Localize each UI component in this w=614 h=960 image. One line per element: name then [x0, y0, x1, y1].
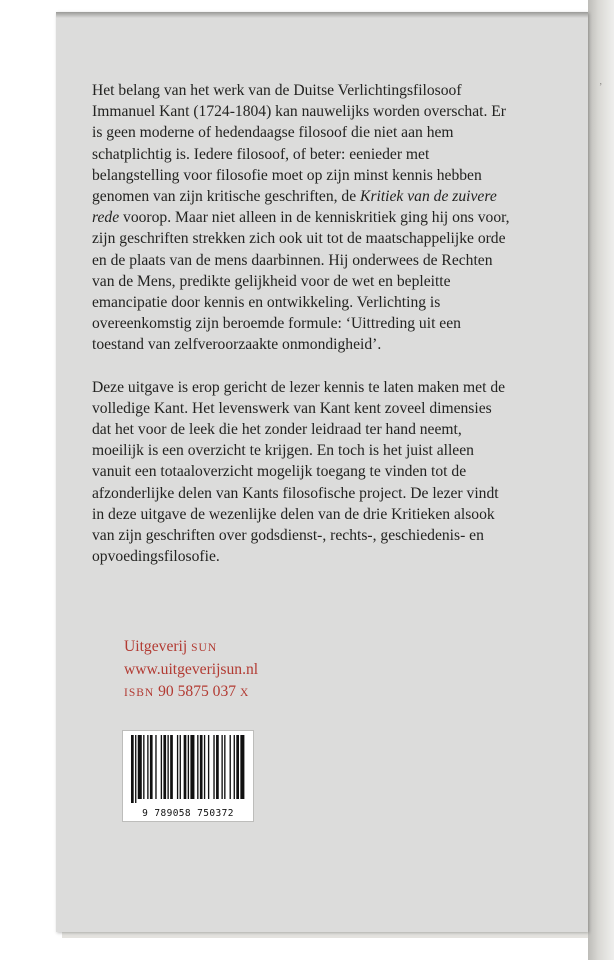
barcode-bar [184, 735, 187, 799]
barcode-bar [240, 735, 244, 799]
barcode-bar [155, 735, 156, 799]
barcode-bar [161, 735, 162, 799]
barcode-digits: 9 789058 750372 [142, 808, 234, 819]
barcode-bar [216, 735, 219, 799]
paragraph-1-part-a: Het belang van het werk van de Duitse Verlichtingsfilosoof Immanuel Kant (1724-1804) kan nauwelijks worden overschat. Er is geen moderne of hedendaagse filosoof die niet aan hem schatplichtig is. Iedere filosoof, of beter: eenieder met belangstelling voor filosofie moet op zijn minst kennis hebben genomen van zijn kritische geschriften, de [92, 82, 506, 206]
barcode-bar [234, 735, 235, 799]
barcode-bar [170, 735, 173, 799]
barcode-bar [213, 735, 214, 799]
barcode-bar [167, 735, 168, 799]
barcode-bar [177, 735, 178, 799]
book-side-shadow [588, 0, 614, 960]
side-mark: ʼ [599, 82, 603, 93]
barcode-bar [221, 735, 222, 799]
barcode-bar [143, 735, 144, 799]
blurb-paragraph-2: Deze uitgave is erop gericht de lezer kennis te laten maken met de volledige Kant. Het levenswerk van Kant kent zoveel dimensies dat het voor de leek die het zonder leidraad ter hand neemt, moeilijk is een overzicht te krijgen. En toch is het juist alleen vanuit een totaaloverzicht mogelijk toegang te vinden tot de afzonderlijke delen van Kants filosofische project. De lezer vindt in deze uitgave de wezenlijke delen van de drie Kritieken alsook van zijn geschriften over godsdienst-, rechts-, geschiedenis- en opvoedingsfilosofie. [92, 378, 506, 566]
barcode-bar [197, 735, 198, 799]
blurb-paragraph-1 [92, 80, 512, 356]
barcode-bar [180, 735, 181, 799]
isbn-number: 90 5875 037 [154, 683, 240, 700]
paragraph-1-part-b: voorop. Maar niet alleen in de kenniskritiek ging hij ons voor, zijn geschriften strekken zich ook uit tot de maatschappelijke orde en de plaats van de mens daarbinnen. Hij onderwees de Rechten van de Mens, predikte gelijkheid voor de wet en bepleitte emancipatie door kennis en ontwikkeling. Verlichting is overeenkomstig zijn beroemde formule: ‘Uittreding uit een toestand van zelfveroorzaakte onmondigheid’. [92, 209, 510, 354]
barcode-bar [236, 735, 239, 799]
barcode-bar [163, 735, 166, 799]
barcode-bar [190, 735, 194, 799]
isbn-line [124, 681, 258, 704]
barcode-bars [123, 731, 253, 805]
publisher-website: www.uitgeverijsun.nl [124, 661, 259, 678]
barcode-bar [230, 735, 231, 799]
barcode [122, 730, 254, 822]
blurb-text [92, 80, 512, 567]
barcode-bar [188, 735, 189, 799]
barcode-bar [150, 735, 153, 799]
barcode-bar [224, 735, 225, 799]
barcode-bar [138, 735, 142, 799]
barcode-bar [208, 735, 209, 799]
book-title-italic: Kritiek van de zuivere rede [92, 188, 497, 227]
barcode-bar [135, 735, 136, 803]
isbn-label: ISBN [124, 687, 155, 699]
barcode-bar [204, 735, 205, 799]
cover-top-shade [56, 12, 588, 18]
publisher-name-smallcaps: SUN [191, 642, 218, 654]
publisher-name [124, 636, 258, 659]
back-cover [56, 12, 588, 932]
publisher-block [124, 636, 258, 704]
barcode-bar [147, 735, 148, 799]
barcode-bar [200, 735, 203, 799]
publisher-name-prefix: Uitgeverij [124, 638, 192, 655]
barcode-bar [131, 735, 134, 803]
isbn-check-digit: X [239, 687, 250, 699]
